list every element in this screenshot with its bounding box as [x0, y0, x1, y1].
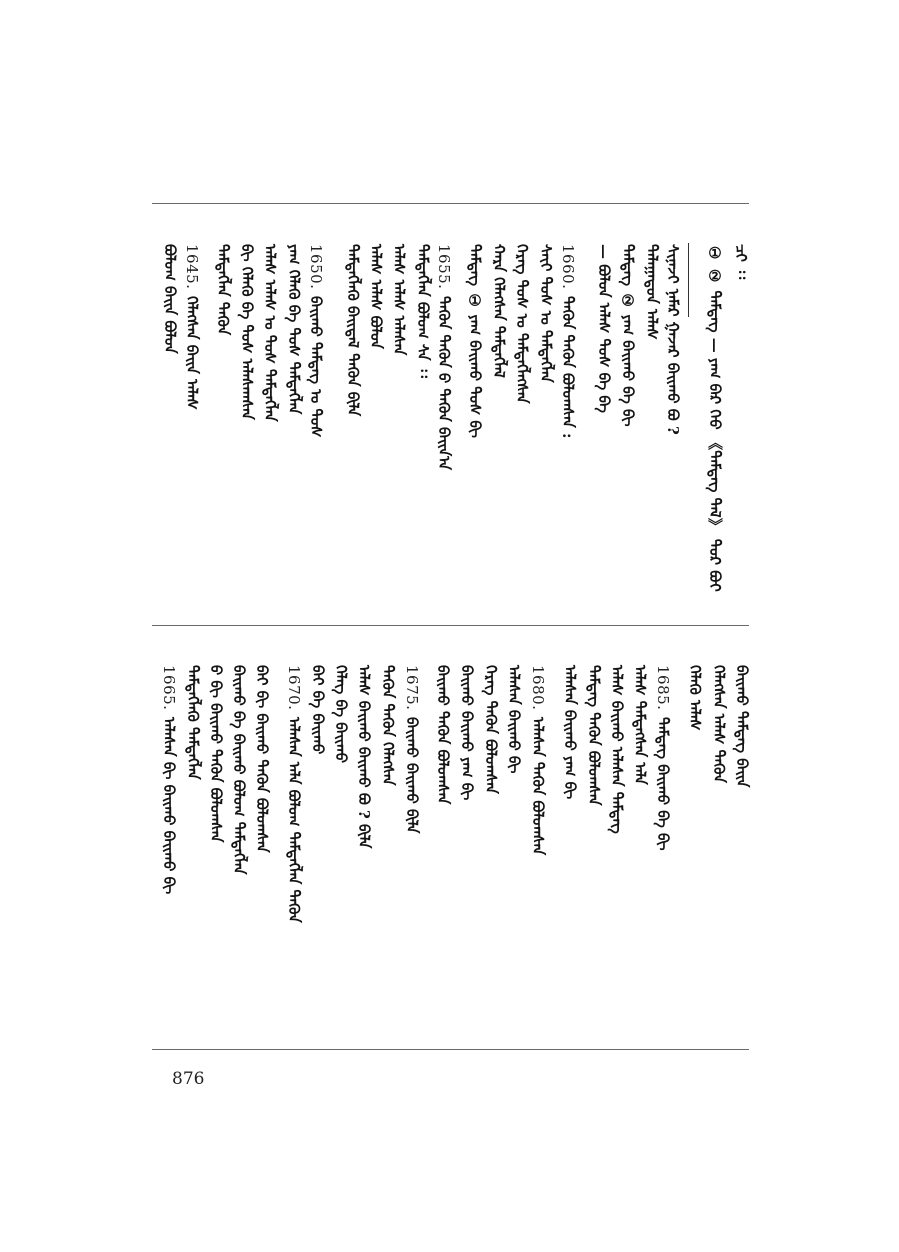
verse-line: ᠬᠡᠯᠡᠭᠰᠡᠨ ᠪᠠᠢᠨ ᠠᠯᠠᠰ	[183, 296, 201, 410]
line-number: 1675.	[403, 665, 421, 711]
verse-line: ᠲᠡᠭᠦᠨ ᠲᠡᠭᠦᠨ ᠪᠣᠯᠤᠭᠰᠠᠨ :	[559, 296, 577, 439]
text-column	[652, 665, 674, 1105]
page-number: 876	[172, 1069, 205, 1089]
text-column	[559, 665, 581, 1105]
verse-line: ᠲᠡᠮᠳᠡᠭ ② ᠶᠠᠭ ᠪᠠᠢᠬᠤ ᠪᠠ ᠪᠢ	[619, 244, 637, 427]
verse-line: ᠰᠠᠶ᠋ᠢ ᠲᠤᠰ ᠤ ᠲᠡᠮᠳᠡᠭᠯᠡᠨ	[537, 244, 555, 383]
text-column	[182, 665, 204, 1105]
verse-line: ᠪᠠᠢᠬᠤ ᠲᠡᠮᠳᠡᠭ ᠤ ᠲᠤᠰ	[307, 296, 325, 438]
verse-line: ᠬᠡᠯᠡᠬᠦ ᠠᠯᠠᠰ	[686, 665, 704, 731]
text-column	[283, 665, 305, 1105]
verse-line: ᠲᠡᠭᠦᠨ ᠲᠡᠭᠦᠨ ᠬᠡᠯᠡᠭᠰᠡᠨ	[379, 665, 397, 786]
text-column	[617, 244, 639, 684]
text-column	[365, 244, 387, 684]
verse-line: ᠪᠠᠢᠬᠤ ᠲᠡᠮᠳᠡᠭ ᠪᠠᠢᠨ	[733, 665, 751, 788]
verse-line: ᠲᠡᠭᠦᠨ ᠲᠡᠭᠦᠨ ᠪ ᠲᠡᠭᠦᠨ ᠪᠠᠢᠨ᠎ᠠ	[435, 296, 453, 471]
verse-line: ᠠᠯᠠᠰ ᠪᠠᠢᠬᠤ ᠪᠠᠢᠬᠤ ᠪᠤ ? ᠪᠢᠯᠡ	[355, 665, 373, 849]
text-column	[606, 665, 628, 1105]
verse-line: ᠪᠣᠯᠤᠭ ᠪᠠᠢᠨ ᠪᠣᠯᠤᠨ	[161, 244, 179, 354]
verse-line: ᠪ ᠪᠢ ᠪᠠᠢᠬᠤ ᠲᠡᠭᠦᠨ ᠪᠣᠯᠤᠭᠰᠠᠨ	[207, 665, 225, 843]
text-column	[259, 244, 281, 684]
verse-line: ᠠᠯᠠᠰᠠᠨ ᠪᠢ ᠪᠠᠢᠬᠤ ᠪᠠᠢᠬᠤ ᠪᠢ	[160, 717, 178, 895]
text-column	[730, 244, 752, 684]
text-column	[557, 244, 579, 684]
verse-line: ᠠᠯᠠᠰᠠᠨ ᠪᠠᠢᠬᠤ ᠪᠢ	[505, 665, 523, 774]
verse-line: — ᠪᠣᠯᠣᠨ ᠠᠯᠠᠰ ᠲᠤᠰ ᠪᠠ ᠪᠠ	[595, 244, 613, 413]
verse-line: ᠲᠡᠮᠳᠡᠭ ① ᠶᠠᠭ ᠪᠠᠢᠬᠤ ᠲᠤᠰ ᠪᠢ	[466, 244, 484, 438]
verse-line: ᠠᠯᠠᠰᠠᠨ ᠪᠠᠢᠬᠤ ᠶᠠᠭ ᠪᠢ	[561, 665, 579, 800]
text-column	[181, 244, 203, 684]
line-number: 1665.	[160, 665, 178, 711]
text-column	[377, 665, 399, 1105]
text-column	[353, 665, 375, 1105]
verse-line: ᠪᠠᠢᠬᠤ ᠪᠠᠢᠬᠤ ᠶᠠᠭ ᠪᠢ	[458, 665, 476, 801]
line-number: 1645.	[183, 244, 201, 290]
text-column	[527, 665, 549, 1105]
verse-line: ᠲᠡᠮᠳᠡᠭᠯᠡᠨ ᠪᠣᠯᠤᠭ ᠰᠡ ᠄᠄	[414, 244, 432, 378]
text-column	[662, 244, 684, 684]
text-column	[511, 244, 533, 684]
verse-line: ᠠᠯᠠᠰ ᠠᠯᠠᠰ ᠠᠯᠠᠰᠠᠨ	[390, 244, 408, 356]
verse-line: ᠲᠡᠮᠳᠡᠭ ᠪᠠᠢᠬᠤ ᠪᠠ ᠪᠢ	[654, 717, 672, 851]
verse-line: ᠲᠡᠮᠳᠡᠭᠯᠡᠬᠦ ᠲᠡᠮᠳᠡᠭᠯᠡᠨ	[184, 665, 202, 780]
verse-line: ᠪᠠᠢ ᠪᠠ ᠪᠠᠢᠬᠤ	[309, 665, 327, 755]
text-column	[731, 665, 753, 1105]
text-column	[480, 665, 502, 1105]
text-column	[305, 244, 327, 684]
text-column	[432, 665, 454, 1105]
text-column	[205, 665, 227, 1105]
text-column	[629, 665, 651, 1105]
text-column	[228, 665, 250, 1105]
verse-line: ᠬᠡᠯᠡᠭ ᠪᠠ ᠪᠠᠢᠬᠤ	[332, 665, 350, 764]
verse-line: ᠠᠯᠠᠰ ᠪᠠᠢᠬᠤ ᠠᠯᠠᠰᠠᠨ ᠲᠡᠮᠳᠡᠭ	[608, 665, 626, 834]
text-column	[684, 665, 706, 1105]
text-column	[488, 244, 510, 684]
footnote-separator	[688, 243, 689, 317]
verse-line: ᠬᠡᠷᠡᠭ ᠲᠤᠰ ᠤ ᠲᠡᠮᠳᠡᠭᠯᠡᠭᠰᠡᠨ	[513, 244, 531, 404]
text-column	[704, 244, 726, 684]
verse-line: ᠠᠯᠠᠰ ᠲᠡᠮᠳᠡᠭᠰᠡᠨ ᠠᠯᠠ	[631, 665, 649, 785]
text-column	[388, 244, 410, 684]
text-column	[283, 244, 305, 684]
verse-line: ᠲᠡᠮᠳᠡᠭᠯᠡᠬᠦ ᠪᠠᠢᠳᠠᠯ ᠲᠡᠭᠦᠨ ᠪᠢᠯᠡ	[344, 244, 362, 417]
text-column	[708, 665, 730, 1105]
line-number: 1685.	[654, 665, 672, 711]
text-column	[412, 244, 434, 684]
text-column	[593, 244, 615, 684]
text-column	[330, 665, 352, 1105]
verse-line: ① ② ᠲᠡᠮᠳᠡᠭ — ᠶᠠᠭ ᠪᠠᠷ ᠬᠡᠦ 《ᠲᠡᠮᠳᠡᠭ ᠳᠡᠯ》 ᠳᠤᠷ ᠪᠤᠢ	[706, 244, 724, 592]
text-column	[307, 665, 329, 1105]
text-column	[456, 665, 478, 1105]
text-column	[433, 244, 455, 684]
text-column	[503, 665, 525, 1105]
line-number: 1660.	[559, 244, 577, 290]
text-column	[401, 665, 423, 1105]
verse-line: ᠬᠠᠷᠠ ᠬᠡᠯᠡᠭᠰᠡᠨ ᠲᠡᠮᠳᠡᠭᠯᠡᠯ	[490, 244, 508, 378]
verse-line: ᠪᠠᠢᠬᠤ ᠪᠠᠢᠬᠤ ᠪᠢᠯᠡ	[403, 717, 421, 834]
line-number: 1650.	[307, 244, 325, 290]
verse-line: ᠪᠠᠢᠬᠤ ᠲᠡᠭᠦᠨ ᠪᠣᠯᠤᠭᠰᠠᠨ	[434, 665, 452, 805]
text-column	[251, 665, 273, 1105]
text-column	[158, 665, 180, 1105]
line-number: 1680.	[529, 665, 547, 711]
line-number: 1655.	[435, 244, 453, 290]
verse-line: ᠪᠢ ᠬᠡᠯᠡᠬᠦ ᠪᠠ ᠲᠤᠰ ᠠᠯᠠᠰᠠᠭᠰᠠᠨ	[238, 244, 256, 420]
verse-line: ᠴᠢ ᠄᠄	[732, 244, 750, 280]
text-column	[535, 244, 557, 684]
text-column	[464, 244, 486, 684]
verse-line: ᠪᠠᠢ ᠪᠢ ᠪᠠᠢᠬᠤ ᠲᠡᠭᠦᠨ ᠪᠣᠯᠤᠭᠰᠠᠨ	[253, 665, 271, 853]
text-column	[583, 665, 605, 1105]
text-column	[212, 244, 234, 684]
verse-line: ᠪᠠᠢᠬᠤ ᠪᠠ ᠪᠠᠢᠬᠤ ᠪᠣᠯᠤᠭ ᠲᠡᠮᠳᠡᠭᠯᠡᠨ	[230, 665, 248, 875]
text-column	[159, 244, 181, 684]
text-column	[236, 244, 258, 684]
verse-line: ᠲᠠᠯᠠᠭᠠᠳᠤᠨ ᠠᠯᠠᠰ	[643, 244, 661, 340]
verse-line: ᠠᠯᠠᠰ ᠠᠯᠠᠰ ᠤ ᠲᠤᠰ ᠲᠡᠮᠳᠡᠭᠯᠡᠨ	[261, 244, 279, 422]
verse-line: ᠲᠡᠮᠳᠡᠭ ᠲᠡᠭᠦᠨ ᠪᠣᠯᠤᠭᠰᠠᠨ	[585, 665, 603, 806]
verse-line: ᠠᠯᠠᠰ ᠠᠯᠠᠰ ᠪᠣᠯᠤᠨ	[367, 244, 385, 349]
verse-line: ᠲᠡᠮᠳᠡᠭᠯᠡᠨ ᠲᠡᠭᠦᠨ	[214, 244, 232, 336]
line-number: 1670.	[285, 665, 303, 711]
verse-line: ᠠᠯᠠᠰᠠᠨ ᠲᠡᠭᠦᠨ ᠪᠣᠯᠤᠭᠰᠠᠨ	[529, 717, 547, 856]
text-column	[641, 244, 663, 684]
text-column	[342, 244, 364, 684]
verse-line: ᠠᠯᠠᠰᠠᠨ ᠠᠯᠠ ᠪᠣᠯᠤᠭ ᠲᠡᠮᠳᠡᠭᠯᠡᠨ ᠲᠡᠭᠦᠨ	[285, 717, 303, 923]
verse-line: ᠰᠢᠨᠡᠵᠢ ᠨᠡᠮᠡᠷ ᠭᠠᠵᠠᠷ ᠪᠠᠢᠬᠤ ᠪᠤ ?	[664, 244, 682, 435]
verse-line: ᠶᠠᠭ ᠬᠡᠯᠡᠬᠦ ᠪᠠ ᠲᠤᠰ ᠲᠡᠮᠳᠡᠭᠯᠡᠨ	[285, 244, 303, 415]
top-rule	[152, 203, 749, 204]
verse-line: ᠬᠡᠯᠡᠭᠰᠡᠨ ᠠᠯᠠᠰ ᠲᠡᠭᠦᠨ	[710, 665, 728, 783]
verse-line: ᠬᠡᠷᠡᠭ ᠲᠡᠭᠦᠨ ᠪᠣᠯᠤᠭᠰᠠᠨ	[482, 665, 500, 794]
